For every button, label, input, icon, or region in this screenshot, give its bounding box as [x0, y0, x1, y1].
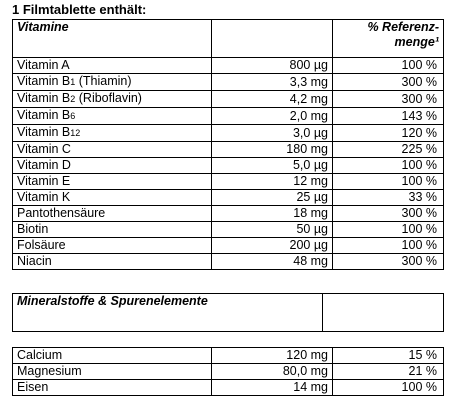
- nutrient-reference: 143 %: [333, 108, 444, 125]
- nutrient-amount: 180 mg: [212, 142, 333, 158]
- nutrient-amount: 4,2 mg: [212, 91, 333, 108]
- table-row: [13, 174, 444, 190]
- nutrient-reference: 300 %: [333, 74, 444, 91]
- table-row: [13, 58, 444, 74]
- minerals-header: Mineralstoffe & Spurenelemente: [13, 294, 323, 332]
- vitamins-header: Vitamine: [13, 20, 212, 58]
- nutrient-reference: 33 %: [333, 190, 444, 206]
- mineral-amount: 14 mg: [212, 380, 333, 396]
- table-row: [13, 238, 444, 254]
- nutrient-amount: 50 µg: [212, 222, 333, 238]
- table-row: [13, 142, 444, 158]
- nutrient-name: Pantothensäure: [13, 206, 212, 222]
- mineral-reference: 21 %: [333, 364, 444, 380]
- nutrient-name: Vitamin B6: [13, 108, 212, 125]
- nutrient-amount: 12 mg: [212, 174, 333, 190]
- nutrient-reference: 300 %: [333, 254, 444, 270]
- mineral-reference: 15 %: [333, 348, 444, 364]
- nutrient-name: Vitamin B2 (Riboflavin): [13, 91, 212, 108]
- nutrient-name: Vitamin B12: [13, 125, 212, 142]
- table-row: [13, 74, 444, 91]
- nutrient-reference: 100 %: [333, 238, 444, 254]
- page-title: 1 Filmtablette enthält:: [12, 2, 147, 17]
- nutrient-amount: 3,3 mg: [212, 74, 333, 91]
- minerals-header-empty: [323, 294, 444, 332]
- mineral-reference: 100 %: [333, 380, 444, 396]
- mineral-name: Calcium: [13, 348, 212, 364]
- reference-header-line2: menge¹: [394, 35, 439, 49]
- nutrient-amount: 5,0 µg: [212, 158, 333, 174]
- table-row: [13, 125, 444, 142]
- table-row: [13, 222, 444, 238]
- minerals-header-table: [12, 293, 444, 332]
- table-row: [13, 206, 444, 222]
- vitamins-header-row: [13, 20, 444, 58]
- table-row: [13, 108, 444, 125]
- nutrient-name: Biotin: [13, 222, 212, 238]
- nutrient-amount: 48 mg: [212, 254, 333, 270]
- reference-header: [333, 20, 444, 58]
- nutrient-name: Vitamin C: [13, 142, 212, 158]
- nutrient-reference: 300 %: [333, 206, 444, 222]
- amount-header-empty: [212, 20, 333, 58]
- nutrient-name: Vitamin A: [13, 58, 212, 74]
- nutrient-amount: 2,0 mg: [212, 108, 333, 125]
- table-row: [13, 364, 444, 380]
- minerals-header-row: [13, 294, 444, 332]
- nutrient-amount: 18 mg: [212, 206, 333, 222]
- reference-header-line1: % Referenz-: [367, 20, 439, 34]
- nutrient-name: Niacin: [13, 254, 212, 270]
- nutrient-amount: 3,0 µg: [212, 125, 333, 142]
- nutrient-reference: 225 %: [333, 142, 444, 158]
- nutrient-amount: 200 µg: [212, 238, 333, 254]
- table-row: [13, 380, 444, 396]
- table-row: [13, 190, 444, 206]
- table-row: [13, 158, 444, 174]
- nutrient-name: Vitamin E: [13, 174, 212, 190]
- nutrient-reference: 100 %: [333, 58, 444, 74]
- minerals-table: [12, 347, 444, 396]
- table-row: [13, 91, 444, 108]
- vitamins-table: [12, 19, 444, 270]
- nutrient-name: Vitamin D: [13, 158, 212, 174]
- table-row: [13, 254, 444, 270]
- nutrient-name: Vitamin B1 (Thiamin): [13, 74, 212, 91]
- nutrient-reference: 120 %: [333, 125, 444, 142]
- mineral-name: Eisen: [13, 380, 212, 396]
- nutrient-reference: 100 %: [333, 222, 444, 238]
- nutrient-reference: 300 %: [333, 91, 444, 108]
- mineral-name: Magnesium: [13, 364, 212, 380]
- nutrient-name: Folsäure: [13, 238, 212, 254]
- nutrient-amount: 800 µg: [212, 58, 333, 74]
- table-row: [13, 348, 444, 364]
- mineral-amount: 120 mg: [212, 348, 333, 364]
- nutrient-amount: 25 µg: [212, 190, 333, 206]
- nutrient-name: Vitamin K: [13, 190, 212, 206]
- nutrient-reference: 100 %: [333, 174, 444, 190]
- mineral-amount: 80,0 mg: [212, 364, 333, 380]
- nutrient-reference: 100 %: [333, 158, 444, 174]
